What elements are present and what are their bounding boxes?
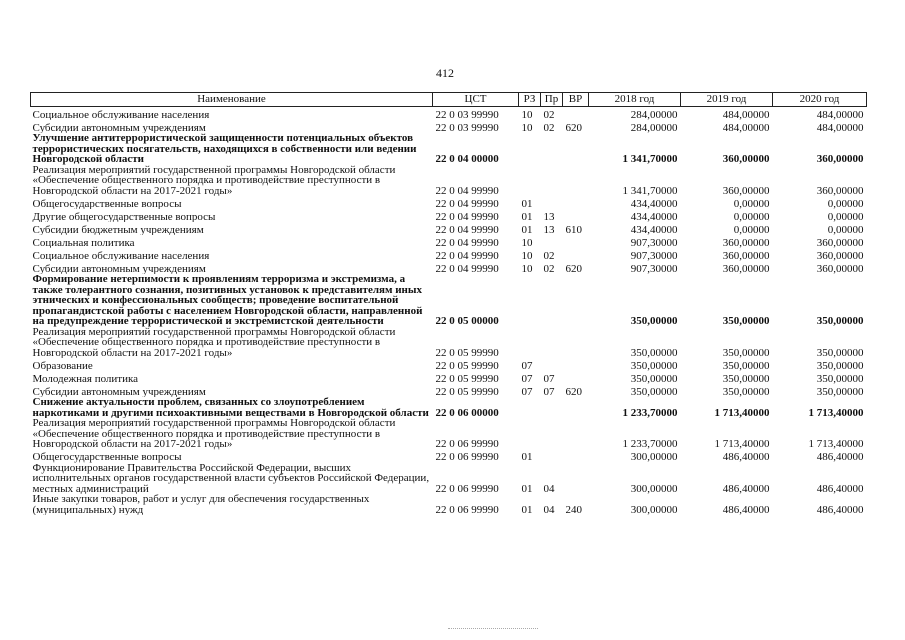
cell-2020: 350,00000 bbox=[816, 385, 864, 397]
table-row bbox=[31, 209, 867, 222]
cell-pr: 07 bbox=[543, 372, 555, 384]
cell-2018: 434,40000 bbox=[630, 223, 678, 235]
cell-2020: 360,00000 bbox=[816, 153, 864, 165]
cell-2018: 434,40000 bbox=[630, 197, 678, 209]
cell-2019: 360,00000 bbox=[722, 153, 770, 165]
cell-cst: 22 0 03 99990 bbox=[435, 121, 499, 133]
cell-name: Социальная политика bbox=[32, 236, 135, 248]
cell-rz: 01 bbox=[521, 482, 533, 494]
cell-2018: 1 233,70000 bbox=[622, 438, 678, 450]
cell-2019: 350,00000 bbox=[722, 359, 770, 371]
cell-pr bbox=[541, 196, 563, 209]
cell-name: Субсидии автономным учреждениям bbox=[32, 121, 206, 133]
cell-2018: 907,30000 bbox=[630, 236, 678, 248]
cell-2019: 486,40000 bbox=[722, 482, 770, 494]
table-row bbox=[31, 418, 867, 450]
cell-cst: 22 0 05 99990 bbox=[435, 372, 499, 384]
cell-vr bbox=[563, 107, 589, 121]
table-row bbox=[31, 397, 867, 418]
cell-vr bbox=[563, 248, 589, 261]
cell-2019: 350,00000 bbox=[722, 346, 770, 358]
cell-2019: 350,00000 bbox=[722, 385, 770, 397]
cell-2018: 350,00000 bbox=[630, 385, 678, 397]
budget-table bbox=[30, 92, 867, 515]
cell-2018: 300,00000 bbox=[630, 451, 678, 463]
cell-2019: 0,00000 bbox=[733, 223, 770, 235]
cell-cst: 22 0 04 99990 bbox=[435, 223, 499, 235]
cell-2019: 486,40000 bbox=[722, 451, 770, 463]
cell-pr bbox=[541, 327, 563, 359]
cell-2018: 350,00000 bbox=[630, 359, 678, 371]
cell-2020: 1 713,40000 bbox=[808, 406, 864, 418]
cell-2018: 350,00000 bbox=[630, 315, 678, 327]
cell-rz: 01 bbox=[521, 223, 533, 235]
cell-name: Реализация мероприятий государственной программы Новгородской области «Обеспечение общественного порядка и противодействие преступности в Новгородской области на 2017-2021 годы» bbox=[32, 326, 396, 358]
cell-rz: 01 bbox=[521, 197, 533, 209]
cell-vr: 620 bbox=[565, 262, 582, 274]
cell-name: Субсидии бюджетным учреждениям bbox=[32, 223, 204, 235]
cell-rz: 10 bbox=[521, 121, 533, 133]
table-row bbox=[31, 107, 867, 121]
cell-2020: 486,40000 bbox=[816, 503, 864, 515]
col-header-vr: ВР bbox=[563, 93, 589, 107]
cell-2019: 1 713,40000 bbox=[714, 438, 770, 450]
cell-2019: 350,00000 bbox=[722, 315, 770, 327]
cell-cst: 22 0 06 99990 bbox=[435, 438, 499, 450]
cell-2018: 907,30000 bbox=[630, 249, 678, 261]
cell-name: Реализация мероприятий государственной программы Новгородской области «Обеспечение общественного порядка и противодействие преступности в Новгородской области на 2017-2021 годы» bbox=[32, 164, 396, 196]
table-row bbox=[31, 371, 867, 384]
cell-2020: 350,00000 bbox=[816, 315, 864, 327]
cell-vr: 620 bbox=[565, 385, 582, 397]
cell-rz bbox=[519, 418, 541, 450]
cell-cst: 22 0 04 99990 bbox=[435, 210, 499, 222]
cell-rz bbox=[519, 133, 541, 165]
cell-name: Другие общегосударственные вопросы bbox=[32, 210, 216, 222]
cell-2018: 350,00000 bbox=[630, 372, 678, 384]
cell-pr bbox=[541, 397, 563, 418]
table-header-row bbox=[31, 93, 867, 107]
cell-rz bbox=[519, 274, 541, 327]
cell-name: Субсидии автономным учреждениям bbox=[32, 262, 206, 274]
table-row bbox=[31, 261, 867, 274]
table-body bbox=[31, 107, 867, 516]
cell-2020: 350,00000 bbox=[816, 359, 864, 371]
cell-cst: 22 0 04 99990 bbox=[435, 262, 499, 274]
cell-vr bbox=[563, 209, 589, 222]
cell-cst: 22 0 06 00000 bbox=[435, 406, 499, 418]
cell-cst: 22 0 06 99990 bbox=[435, 451, 499, 463]
cell-rz: 10 bbox=[521, 249, 533, 261]
cell-vr bbox=[563, 463, 589, 495]
cell-2018: 284,00000 bbox=[630, 108, 678, 120]
cell-vr: 610 bbox=[565, 223, 582, 235]
cell-name: Общегосударственные вопросы bbox=[32, 197, 182, 209]
cell-pr bbox=[541, 133, 563, 165]
cell-2019: 486,40000 bbox=[722, 503, 770, 515]
cell-rz: 07 bbox=[521, 385, 533, 397]
table-row bbox=[31, 165, 867, 197]
col-header-2020: 2020 год bbox=[773, 93, 867, 107]
cell-cst: 22 0 05 00000 bbox=[435, 315, 499, 327]
cell-rz: 01 bbox=[521, 210, 533, 222]
cell-2018: 1 233,70000 bbox=[622, 406, 678, 418]
cell-cst: 22 0 04 99990 bbox=[435, 236, 499, 248]
cell-rz bbox=[519, 327, 541, 359]
cell-cst: 22 0 04 00000 bbox=[435, 153, 499, 165]
cell-pr: 04 bbox=[543, 503, 555, 515]
cell-name: Функционирование Правительства Российской Федерации, высших исполнительных органов государственной власти субъектов Российской Федерации, местных администраций bbox=[32, 462, 430, 494]
cell-name: Реализация мероприятий государственной программы Новгородской области «Обеспечение общественного порядка и противодействие преступности в Новгородской области на 2017-2021 годы» bbox=[32, 418, 396, 450]
cell-name: Социальное обслуживание населения bbox=[32, 108, 210, 120]
cell-2020: 360,00000 bbox=[816, 184, 864, 196]
cell-pr: 02 bbox=[543, 262, 555, 274]
cell-vr bbox=[563, 418, 589, 450]
page-number: 412 bbox=[436, 66, 454, 80]
cell-name: Образование bbox=[32, 359, 93, 371]
cell-cst: 22 0 06 99990 bbox=[435, 482, 499, 494]
cell-cst: 22 0 04 99990 bbox=[435, 197, 499, 209]
cell-vr bbox=[563, 371, 589, 384]
cell-cst: 22 0 05 99990 bbox=[435, 385, 499, 397]
cell-pr bbox=[541, 274, 563, 327]
table-row bbox=[31, 222, 867, 235]
cell-pr bbox=[541, 235, 563, 248]
cell-vr bbox=[563, 235, 589, 248]
col-header-2019: 2019 год bbox=[681, 93, 773, 107]
cell-2019: 484,00000 bbox=[722, 121, 770, 133]
cell-cst: 22 0 04 99990 bbox=[435, 184, 499, 196]
cell-pr: 13 bbox=[543, 223, 555, 235]
table-row bbox=[31, 384, 867, 397]
cell-rz bbox=[519, 397, 541, 418]
cell-2018: 434,40000 bbox=[630, 210, 678, 222]
cell-2019: 0,00000 bbox=[733, 197, 770, 209]
cell-name: Формирование нетерпимости к проявлениям терроризма и экстремизма, а также толерантного сознания, позитивных установок к представителям иных этнических и конфессиональных сообществ; проведение воспитательной пропагандистской работы с населением Новгородской области, направленной на предупреждение террористической и экстремистской деятельности bbox=[32, 274, 423, 327]
table-row bbox=[31, 327, 867, 359]
cell-2019: 360,00000 bbox=[722, 184, 770, 196]
cell-rz: 07 bbox=[521, 372, 533, 384]
cell-pr bbox=[541, 450, 563, 463]
cell-vr bbox=[563, 327, 589, 359]
cell-2020: 360,00000 bbox=[816, 236, 864, 248]
cell-pr: 02 bbox=[543, 121, 555, 133]
table-row bbox=[31, 274, 867, 327]
cell-name: Иные закупки товаров, работ и услуг для обеспечения государственных (муниципальных) нужд bbox=[32, 494, 370, 515]
cell-vr bbox=[563, 450, 589, 463]
cell-2019: 484,00000 bbox=[722, 108, 770, 120]
cell-vr: 240 bbox=[565, 503, 582, 515]
cell-pr: 02 bbox=[543, 108, 555, 120]
col-header-rz: РЗ bbox=[519, 93, 541, 107]
cell-2018: 300,00000 bbox=[630, 482, 678, 494]
cell-vr bbox=[563, 358, 589, 371]
cell-2018: 1 341,70000 bbox=[622, 153, 678, 165]
table-row bbox=[31, 235, 867, 248]
cell-pr: 04 bbox=[543, 482, 555, 494]
cell-vr bbox=[563, 196, 589, 209]
table-row bbox=[31, 450, 867, 463]
cell-2019: 360,00000 bbox=[722, 236, 770, 248]
cell-rz: 10 bbox=[521, 108, 533, 120]
cell-pr: 02 bbox=[543, 249, 555, 261]
cell-cst: 22 0 05 99990 bbox=[435, 359, 499, 371]
cell-rz bbox=[519, 165, 541, 197]
cell-name: Улучшение антитеррористической защищенности потенциальных объектов террористических посягательств, находящихся в собственности или ведении Новгородской области bbox=[32, 133, 417, 165]
cell-rz: 10 bbox=[521, 262, 533, 274]
table-row bbox=[31, 248, 867, 261]
cell-2020: 360,00000 bbox=[816, 249, 864, 261]
col-header-pr: Пр bbox=[541, 93, 563, 107]
cell-vr bbox=[563, 165, 589, 197]
col-header-name: Наименование bbox=[31, 93, 433, 107]
table-row bbox=[31, 494, 867, 515]
cell-2020: 360,00000 bbox=[816, 262, 864, 274]
cell-rz: 01 bbox=[521, 451, 533, 463]
cell-pr bbox=[541, 165, 563, 197]
cell-2019: 360,00000 bbox=[722, 262, 770, 274]
cell-2018: 300,00000 bbox=[630, 503, 678, 515]
cell-cst: 22 0 03 99990 bbox=[435, 108, 499, 120]
cell-2020: 484,00000 bbox=[816, 108, 864, 120]
cell-2020: 0,00000 bbox=[827, 210, 864, 222]
cell-2020: 486,40000 bbox=[816, 451, 864, 463]
cell-2019: 360,00000 bbox=[722, 249, 770, 261]
cell-2018: 1 341,70000 bbox=[622, 184, 678, 196]
table-row bbox=[31, 120, 867, 133]
cell-rz: 07 bbox=[521, 359, 533, 371]
cell-2020: 1 713,40000 bbox=[808, 438, 864, 450]
col-header-2018: 2018 год bbox=[589, 93, 681, 107]
table-row bbox=[31, 358, 867, 371]
cell-2020: 484,00000 bbox=[816, 121, 864, 133]
table-row bbox=[31, 463, 867, 495]
cell-vr bbox=[563, 397, 589, 418]
cell-vr: 620 bbox=[565, 121, 582, 133]
cell-2020: 0,00000 bbox=[827, 223, 864, 235]
col-header-cst: ЦСТ bbox=[433, 93, 519, 107]
cell-2018: 284,00000 bbox=[630, 121, 678, 133]
cell-pr bbox=[541, 418, 563, 450]
cell-pr bbox=[541, 358, 563, 371]
cell-2019: 0,00000 bbox=[733, 210, 770, 222]
cell-2020: 0,00000 bbox=[827, 197, 864, 209]
cell-cst: 22 0 04 99990 bbox=[435, 249, 499, 261]
cell-2020: 350,00000 bbox=[816, 346, 864, 358]
footer-mark bbox=[448, 628, 538, 631]
cell-pr: 07 bbox=[543, 385, 555, 397]
cell-name: Социальное обслуживание населения bbox=[32, 249, 210, 261]
cell-cst: 22 0 06 99990 bbox=[435, 503, 499, 515]
cell-name: Субсидии автономным учреждениям bbox=[32, 385, 206, 397]
cell-name: Общегосударственные вопросы bbox=[32, 451, 182, 463]
table-row bbox=[31, 196, 867, 209]
cell-2019: 350,00000 bbox=[722, 372, 770, 384]
cell-2019: 1 713,40000 bbox=[714, 406, 770, 418]
cell-cst: 22 0 05 99990 bbox=[435, 346, 499, 358]
cell-2020: 350,00000 bbox=[816, 372, 864, 384]
cell-pr: 13 bbox=[543, 210, 555, 222]
cell-2018: 350,00000 bbox=[630, 346, 678, 358]
table-row bbox=[31, 133, 867, 165]
cell-name: Снижение актуальности проблем, связанных со злоупотреблением наркотиками и другими психоактивными веществами в Новгородской области bbox=[32, 397, 429, 418]
cell-vr bbox=[563, 274, 589, 327]
cell-vr bbox=[563, 133, 589, 165]
cell-rz: 01 bbox=[521, 503, 533, 515]
cell-2020: 486,40000 bbox=[816, 482, 864, 494]
cell-name: Молодежная политика bbox=[32, 372, 139, 384]
cell-rz: 10 bbox=[521, 236, 533, 248]
cell-2018: 907,30000 bbox=[630, 262, 678, 274]
